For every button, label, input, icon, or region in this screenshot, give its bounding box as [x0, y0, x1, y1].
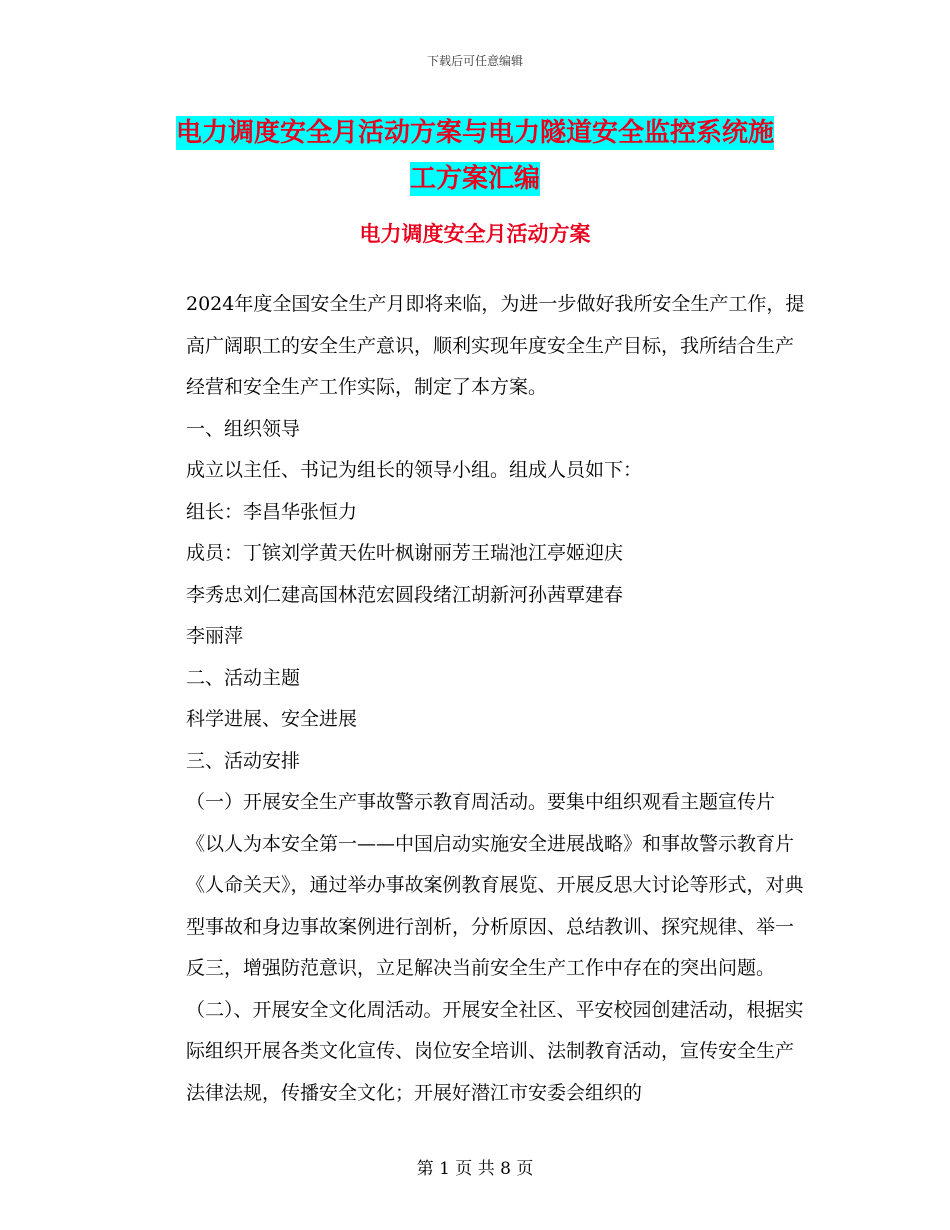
heading-arrangement: 三、活动安排	[186, 749, 301, 772]
paragraph-leaders: 组长：李昌华张恒力	[186, 500, 358, 523]
paragraph-members-3: 李丽萍	[186, 625, 244, 647]
title-line-1: 电力调度安全月活动方案与电力隧道安全监控系统施	[175, 118, 774, 148]
paragraph-intro: 2024年度全国安全生产月即将来临，为进一步做好我所安全生产工作，提高广阔职工的安全生产意识，顺利实现年度安全生产目标，我所结合生产经营和安全生产工作实际，制定了本方案。	[186, 293, 805, 398]
body-text	[140, 284, 810, 1114]
paragraph-activity-2: （二）、开展安全文化周活动。开展安全社区、平安校园创建活动，根据实际组织开展各类文化宣传、岗位安全培训、法制教育活动，宣传安全生产法律法规，传播安全文化；开展好潜江市安委会组织的	[186, 998, 804, 1104]
document-title	[140, 110, 810, 202]
heading-organization: 一、组织领导	[186, 417, 301, 440]
header-note: 下载后可任意编辑	[426, 54, 523, 68]
page-footer: 第 1 页 共 8 页	[416, 1159, 534, 1179]
heading-theme: 二、活动主题	[186, 666, 301, 689]
title-line-2: 工方案汇编	[409, 164, 540, 194]
paragraph-members-2: 李秀忠刘仁建高国林范宏圆段绪江胡新河孙茜覃建春	[186, 583, 624, 606]
paragraph-group: 成立以主任、书记为组长的领导小组。组成人员如下：	[186, 459, 643, 481]
paragraph-theme: 科学进展、安全进展	[186, 708, 358, 730]
paragraph-activity-1: （一）开展安全生产事故警示教育周活动。要集中组织观看主题宣传片《以人为本安全第一——中国启动实施安全进展战略》和事故警示教育片《人命关天》，通过举办事故案例教育展览、开展反思大讨论等形式，对典型事故和身边事故案例进行剖析，分析原因、总结教训、探究规律、举一反三，增强防范意识，立足解决当前安全生产工作中存在的突出问题。	[186, 791, 804, 979]
section-title: 电力调度安全月活动方案	[359, 222, 591, 246]
paragraph-members-1: 成员：丁镔刘学黄天佐叶枫谢丽芳王瑞池江亭姬迎庆	[186, 542, 624, 564]
